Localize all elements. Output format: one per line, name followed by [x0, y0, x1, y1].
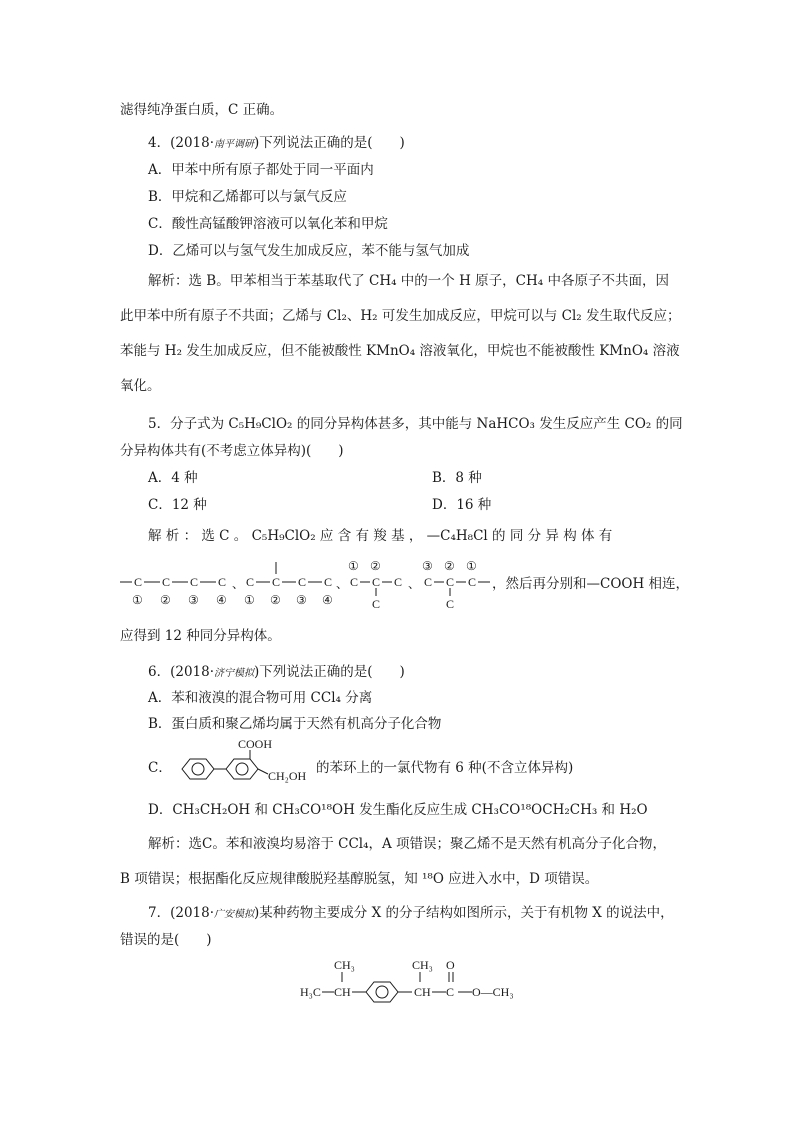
s1-n4: ④ [216, 593, 227, 607]
skeleton-3 [348, 559, 402, 611]
q6-analysis-2: B 项错误；根据酯化反应规律酸脱羟基醇脱氢，知 ¹⁸O 应进入水中，D 项错误。 [120, 871, 599, 887]
s1-c2: C [162, 575, 171, 589]
q6-number: 6．(2018· [148, 664, 215, 680]
q6-stem-text: )下列说法正确的是( ) [254, 664, 405, 680]
ch2oh-group: CH₂OH [268, 769, 307, 783]
s3-c2: C [372, 575, 381, 589]
cooh-group: COOH [238, 737, 273, 751]
q4-stem-text: )下列说法正确的是( ) [254, 135, 405, 151]
x-ch-right: CH [414, 985, 431, 999]
benzene-ring-2 [226, 759, 258, 779]
s2-n2: ② [270, 593, 281, 607]
enum-comma-2: 、 [336, 577, 349, 591]
q4-source: 南平调研 [214, 139, 255, 150]
q6-option-b: B．蛋白质和聚乙烯均属于天然有机高分子化合物 [148, 716, 442, 732]
s2-n1: ① [244, 593, 255, 607]
ring-1-circle [192, 763, 204, 775]
q5-stem-1: 5．分子式为 C₅H₉ClO₂ 的同分异构体甚多，其中能与 NaHCO₃ 发生反应产生 CO₂ 的同 [148, 416, 683, 432]
continuation-line: 滤得纯净蛋白质，C 正确。 [120, 102, 284, 118]
q4-option-c: C．酸性高锰酸钾溶液可以氧化苯和甲烷 [148, 216, 388, 232]
compound-x-structure [296, 954, 526, 1008]
q5-analysis-1: 解 析 ： 选 C 。 C₅H₉ClO₂ 应 含 有 羧 基 ， —C₄H₈Cl 的 同 分 异 构 体 有 [148, 528, 613, 544]
x-h3c: H₃C [300, 985, 321, 999]
skeleton-1 [120, 575, 227, 607]
q5-option-a: A．4 种 [148, 470, 198, 486]
q4-analysis-2: 此甲苯中所有原子不共面；乙烯与 Cl₂、H₂ 可发生加成反应，甲烷可以与 Cl₂ 发生取代反应； [120, 308, 681, 324]
q4-analysis-3: 苯能与 H₂ 发生加成反应，但不能被酸性 KMnO₄ 溶液氧化，甲烷也不能被酸性 KMnO₄ 溶液 [120, 343, 680, 359]
s1-n3: ③ [188, 593, 199, 607]
q6-source: 济宁模拟 [214, 668, 255, 679]
ring-2-circle [236, 763, 248, 775]
s3-n2: ② [370, 559, 381, 573]
q4-option-b: B．甲烷和乙烯都可以与氯气反应 [148, 189, 347, 205]
s3-c3: C [394, 575, 403, 589]
s3-n1: ① [348, 559, 359, 573]
q4-option-d: D．乙烯可以与氢气发生加成反应，苯不能与氢气加成 [148, 243, 470, 259]
s4-c3: C [468, 575, 477, 589]
enum-comma-1: 、 [232, 577, 245, 591]
x-carbonyl-o: O [446, 958, 455, 972]
q7-number: 7．(2018· [148, 905, 215, 921]
q6-option-a: A．苯和液溴的混合物可用 CCl₄ 分离 [148, 690, 373, 706]
s2-c1: C [246, 575, 255, 589]
q7-stem-2: 错误的是( ) [120, 932, 212, 948]
q5-option-b: B．8 种 [432, 470, 482, 486]
s4-n1: ① [466, 559, 477, 573]
x-ch-left: CH [334, 985, 351, 999]
enum-comma-3: 、 [408, 577, 421, 591]
s2-c4: C [324, 575, 333, 589]
q7-source: 广安模拟 [214, 909, 255, 920]
s3-c1: C [350, 575, 359, 589]
q5-option-d: D．16 种 [432, 497, 492, 513]
q6-option-c-label: C． [148, 760, 172, 776]
x-ring-circle [376, 986, 388, 998]
s2-n3: ③ [296, 593, 307, 607]
x-carbonyl-c: C [446, 985, 455, 999]
q7-stem-text: )某种药物主要成分 X 的分子结构如图所示，关于有机物 X 的说法中， [254, 905, 674, 921]
q6-option-d: D．CH₃CH₂OH 和 CH₃CO¹⁸OH 发生酯化反应生成 CH₃CO¹⁸OCH₂CH₃ 和 H₂O [148, 802, 648, 818]
s1-n2: ② [160, 593, 171, 607]
q5-analysis-mid: ，然后再分别和—COOH 相连， [492, 576, 690, 592]
s4-c-branch: C [446, 597, 455, 611]
q4-analysis-1: 解析：选 B。甲苯相当于苯基取代了 CH₄ 中的一个 H 原子，CH₄ 中各原子不共面，因 [148, 273, 669, 289]
q5-option-c: C．12 种 [148, 497, 207, 513]
q4-stem [148, 133, 405, 155]
s1-n1: ① [132, 593, 143, 607]
s2-c3: C [298, 575, 307, 589]
q4-analysis-4: 氧化。 [120, 378, 161, 394]
s3-c-branch: C [372, 597, 381, 611]
s4-c2: C [446, 575, 455, 589]
s2-n4: ④ [322, 593, 333, 607]
s1-c1: C [134, 575, 143, 589]
q7-stem [148, 903, 674, 925]
s1-c4: C [218, 575, 227, 589]
biphenyl-structure [168, 736, 316, 794]
benzene-ring-1 [182, 759, 214, 779]
c4-skeleton-structures [118, 558, 508, 612]
s4-c1: C [424, 575, 433, 589]
x-och3: O—CH₃ [472, 985, 514, 999]
q6-analysis-1: 解析：选C。苯和液溴均易溶于 CCl₄，A 项错误；聚乙烯不是天然有机高分子化合物， [148, 836, 667, 852]
s1-c3: C [190, 575, 199, 589]
skeleton-4 [422, 559, 490, 611]
q4-option-a: A．甲苯中所有原子都处于同一平面内 [148, 162, 374, 178]
q6-stem [148, 662, 405, 684]
x-benzene-ring [366, 982, 398, 1002]
q5-analysis-2: 应得到 12 种同分异构体。 [120, 628, 281, 644]
q4-number: 4．(2018· [148, 135, 215, 151]
q5-stem-2: 分异构体共有(不考虑立体异构)( ) [120, 443, 344, 459]
skeleton-2 [244, 562, 333, 607]
s4-n3: ③ [422, 559, 433, 573]
s4-n2: ② [444, 559, 455, 573]
s2-c2: C [272, 575, 281, 589]
x-ch3-top-left: CH₃ [334, 958, 355, 972]
x-ch3-top-right: CH₃ [412, 958, 433, 972]
q6-option-c-text: 的苯环上的一氯代物有 6 种(不含立体异构) [316, 760, 574, 776]
